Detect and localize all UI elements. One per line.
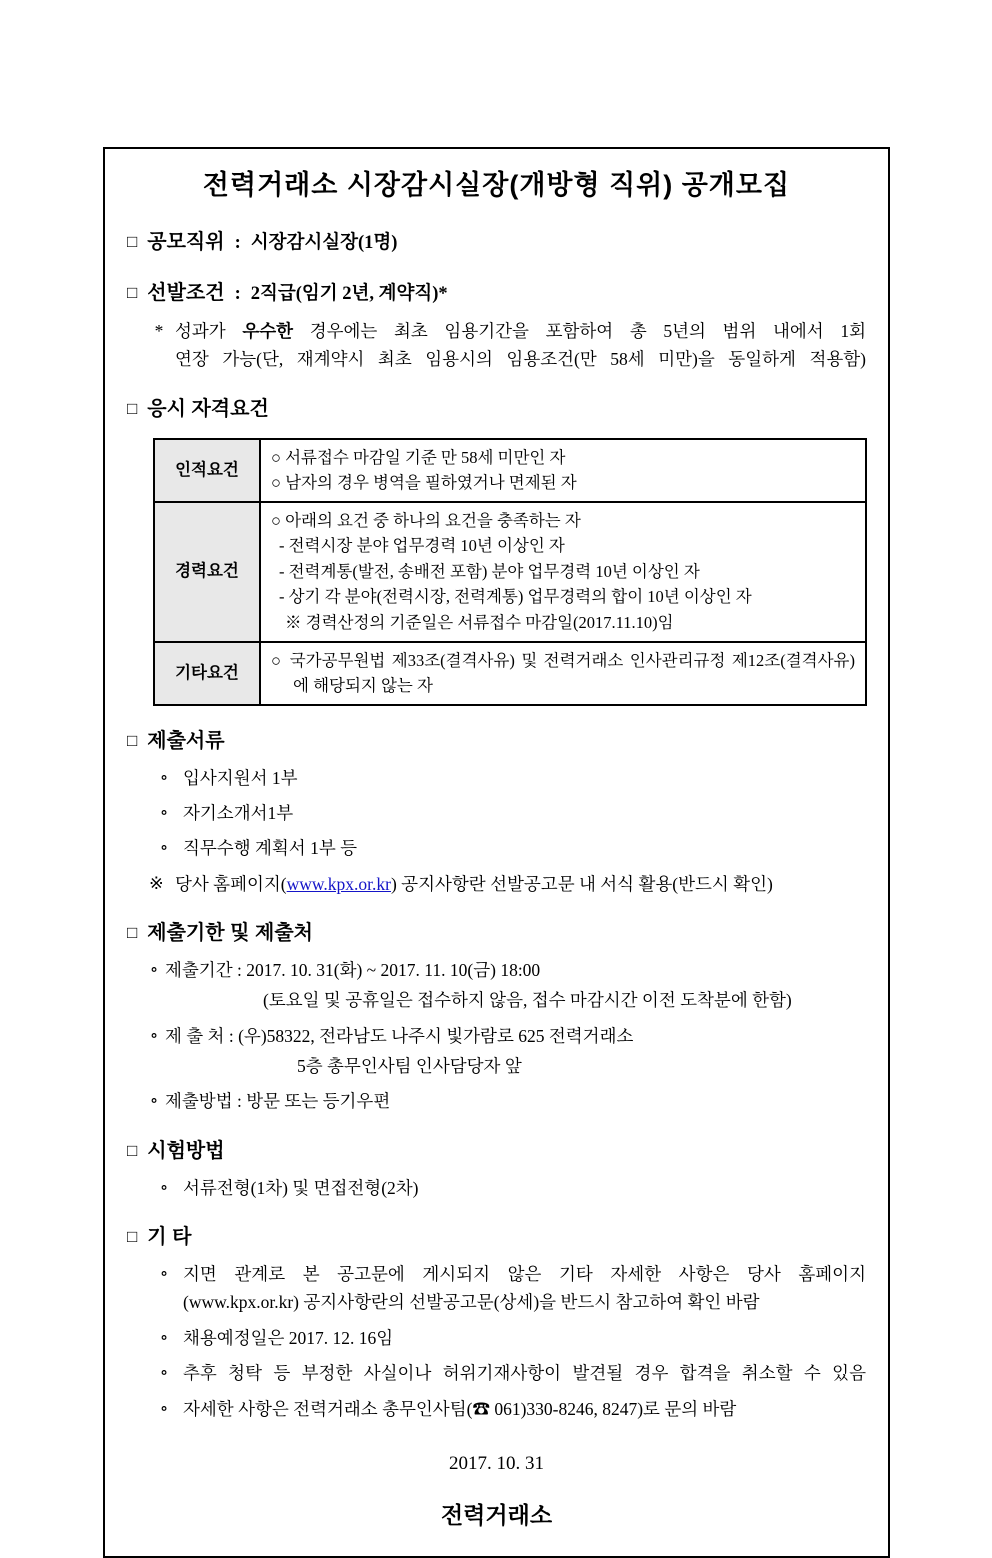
deadline-heading: 제출기한 및 제출처 (147, 922, 313, 945)
section-etc (127, 1222, 866, 1252)
cell-line: - 전력계통(발전, 송배전 포함) 분야 업무경력 10년 이상인 자 (279, 561, 700, 581)
list-item (157, 1395, 866, 1423)
table-row (154, 502, 866, 642)
square-bullet-icon: □ (127, 232, 138, 252)
section-selection (127, 278, 866, 309)
circle-bullet-icon: ∘ (159, 1326, 169, 1347)
circle-bullet-icon: ∘ (149, 959, 159, 980)
bold-emphasis: 우수한 (242, 320, 294, 341)
document-item: 직무수행 계획서 1부 등 (183, 838, 358, 859)
documents-note-text: 당사 홈페이지(www.kpx.or.kr) 공지사항란 선발공고문 내 서식 활용(반드시 확인) (175, 873, 773, 894)
row-label: 인적요건 (154, 439, 260, 502)
row-content (260, 642, 866, 705)
cell-line: ※ 경력산정의 기준일은 서류접수 마감일(2017.11.10)임 (285, 613, 674, 632)
etc-item2: 채용예정일은 2017. 12. 16임 (183, 1327, 394, 1348)
documents-heading: 제출서류 (147, 729, 225, 752)
circle-bullet-icon: ∘ (159, 802, 169, 823)
circle-bullet-icon: ∘ (159, 1397, 169, 1418)
circle-bullet-icon: ∘ (159, 766, 169, 787)
qualification-table (153, 438, 867, 706)
etc-list (157, 1260, 866, 1423)
cell-line: ○ 서류접수 마감일 기준 만 58세 미만인 자 (271, 447, 566, 467)
selection-note-line1: 성과가 우수한 경우에는 최초 임용기간을 포함하여 총 5년의 범위 내에서 1회 (175, 320, 867, 341)
list-item (157, 764, 866, 792)
row-label: 기타요건 (154, 642, 260, 705)
deadline-place-row (149, 1022, 866, 1081)
cell-line: ○ 국가공무원법 제33조(결격사유) 및 전력거래소 인사관리규정 제12조(결격사유) (271, 650, 855, 670)
cell-line: - 전력시장 분야 업무경력 10년 이상인 자 (279, 536, 565, 556)
table-row (154, 439, 866, 502)
deadline-method-row (149, 1087, 866, 1115)
documents-note (149, 870, 866, 898)
etc-item1-line2: (www.kpx.or.kr) 공지사항란의 선발공고문(상세)을 반드시 참고하여 확인 바람 (183, 1292, 760, 1313)
cell-line: ○ 남자의 경우 병역을 필하였거나 면제된 자 (271, 473, 577, 493)
circle-bullet-icon: ∘ (159, 1362, 169, 1383)
section-qualification (127, 394, 866, 424)
position-value: 시장감시실장(1명) (250, 233, 398, 254)
list-item (157, 1174, 866, 1202)
row-content (260, 439, 866, 502)
phone-icon: ☎ (472, 1398, 490, 1419)
asterisk-marker: * (154, 320, 164, 341)
organization-name: 전력거래소 (440, 1501, 553, 1528)
etc-item1-line1: 지면 관계로 본 공고문에 게시되지 않은 기타 자세한 사항은 당사 홈페이지 (183, 1264, 866, 1285)
exam-list (157, 1174, 866, 1202)
table-row (154, 642, 866, 705)
deadline-method: 제출방법 : 방문 또는 등기우편 (165, 1091, 391, 1112)
row-content (260, 502, 866, 642)
square-bullet-icon: □ (127, 1140, 138, 1160)
section-documents (127, 726, 866, 756)
deadline-period: 제출기간 : 2017. 10. 31(화) ~ 2017. 11. 10(금) 18:00 (토요일 및 공휴일은 접수하지 않음, 접수 마감시간 이전 도착분에 한함) (165, 956, 866, 1015)
circle-bullet-icon: ∘ (149, 1090, 159, 1111)
notice-sheet (103, 147, 890, 1558)
cell-line: ○ 아래의 요건 중 하나의 요건을 충족하는 자 (271, 510, 581, 530)
list-item (157, 1260, 866, 1317)
etc-item4: 자세한 사항은 전력거래소 총무인사팀(☎ 061)330-8246, 8247)로 문의 바람 (183, 1398, 737, 1419)
etc-item1 (183, 1260, 866, 1317)
position-heading: 공모직위 (147, 231, 225, 254)
document-item: 자기소개서1부 (183, 803, 294, 824)
circle-bullet-icon: ∘ (159, 1263, 169, 1284)
qualification-heading: 응시 자격요건 (147, 397, 269, 420)
etc-heading: 기 타 (147, 1226, 192, 1249)
reference-mark-icon: ※ (149, 872, 164, 893)
list-item (157, 799, 866, 827)
deadline-place-line2: 5층 총무인사팀 인사담당자 앞 (297, 1056, 522, 1077)
circle-bullet-icon: ∘ (149, 1024, 159, 1045)
square-bullet-icon: □ (127, 1227, 138, 1247)
kpx-website-link[interactable]: www.kpx.or.kr (286, 873, 391, 894)
selection-heading: 선발조건 (147, 282, 225, 305)
deadline-list (149, 956, 866, 1116)
exam-heading: 시험방법 (147, 1139, 225, 1162)
section-exam (127, 1136, 866, 1166)
list-item (157, 1324, 866, 1352)
list-item (157, 1359, 866, 1387)
section-deadline (127, 918, 866, 948)
separator: : (234, 233, 241, 254)
notice-date: 2017. 10. 31 (449, 1452, 544, 1474)
etc-item3: 추후 청탁 등 부정한 사실이나 허위기재사항이 발견될 경우 합격을 취소할 수 있음 (183, 1363, 866, 1384)
document-item: 입사지원서 1부 (183, 767, 298, 788)
exam-item: 서류전형(1차) 및 면접전형(2차) (183, 1177, 419, 1198)
selection-note-text (175, 317, 866, 374)
circle-bullet-icon: ∘ (159, 1176, 169, 1197)
square-bullet-icon: □ (127, 923, 138, 943)
circle-bullet-icon: ∘ (159, 837, 169, 858)
section-position (127, 227, 866, 258)
deadline-place: 제 출 처 : (우)58322, 전라남도 나주시 빛가람로 625 전력거래소 5층 총무인사팀 인사담당자 앞 (165, 1022, 866, 1081)
list-item (157, 834, 866, 862)
square-bullet-icon: □ (127, 398, 138, 418)
cell-line: 에 해당되지 않는 자 (293, 676, 433, 696)
deadline-period-row (149, 956, 866, 1015)
documents-list (149, 764, 866, 898)
cell-line: - 상기 각 분야(전력시장, 전력계통) 업무경력의 합이 10년 이상인 자 (279, 587, 752, 607)
page-title: 전력거래소 시장감시실장(개방형 직위) 공개모집 (202, 170, 791, 200)
selection-note (153, 317, 866, 374)
selection-value: 2직급(임기 2년, 계약직)* (250, 284, 448, 305)
row-label: 경력요건 (154, 502, 260, 642)
selection-note-line2: 연장 가능(단, 재계약시 최초 임용시의 임용조건(만 58세 미만)을 동일하게 적용함) (175, 349, 866, 370)
square-bullet-icon: □ (127, 283, 138, 303)
separator: : (234, 284, 241, 305)
square-bullet-icon: □ (127, 730, 138, 750)
deadline-period-note: (토요일 및 공휴일은 접수하지 않음, 접수 마감시간 이전 도착분에 한함) (263, 990, 792, 1011)
